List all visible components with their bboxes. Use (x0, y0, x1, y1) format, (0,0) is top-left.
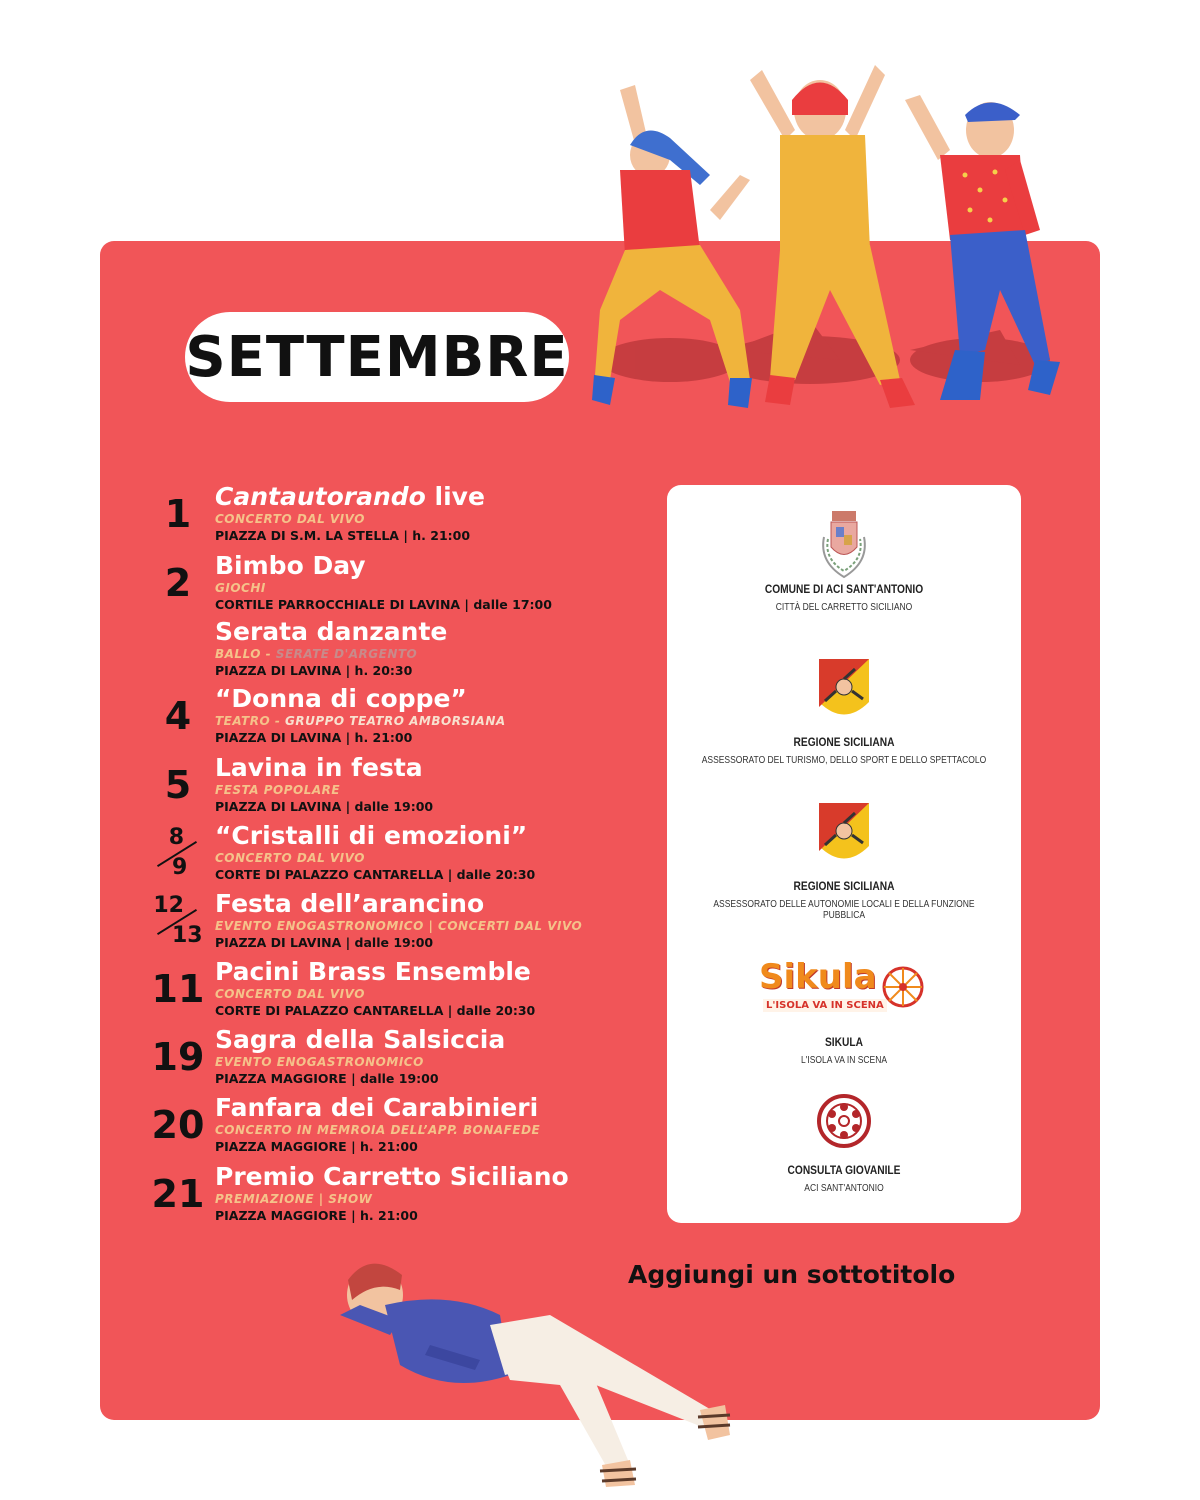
event-row (150, 821, 620, 887)
trinacria-icon (817, 657, 871, 725)
sponsor-regione-turismo (667, 657, 1021, 766)
event-day-end: 13 (172, 923, 203, 948)
event-category: PREMIAZIONE | SHOW (215, 1192, 373, 1206)
sponsor-comune (667, 507, 1021, 613)
event-place: PIAZZA DI LAVINA | h. 20:30 (215, 663, 413, 678)
sponsor-sikula (667, 957, 1021, 1066)
reclining-person-illustration (330, 1245, 740, 1490)
event-category: BALLO - SERATE D'ARGENTO (215, 647, 418, 661)
event-title: Pacini Brass Ensemble (215, 957, 531, 986)
event-title: Premio Carretto Siciliano (215, 1162, 569, 1191)
month-title-pill (185, 312, 569, 402)
event-row (150, 1025, 620, 1091)
event-category: EVENTO ENOGASTRONOMICO | CONCERTI DAL VIVO (215, 919, 583, 933)
sponsors-box (667, 485, 1021, 1223)
event-place: PIAZZA DI S.M. LA STELLA | h. 21:00 (215, 528, 471, 543)
event-title: Bimbo Day (215, 551, 366, 580)
event-title: “Donna di coppe” (215, 684, 467, 713)
event-day-start: 12 (153, 893, 184, 918)
event-title: Sagra della Salsiccia (215, 1025, 506, 1054)
event-day-start: 8 (168, 825, 184, 850)
event-place: CORTE DI PALAZZO CANTARELLA | dalle 20:30 (215, 1003, 536, 1018)
event-day: 21 (151, 1172, 205, 1216)
sponsor-name: SIKULA (825, 1035, 863, 1049)
sponsor-subtitle: L'ISOLA VA IN SCENA (800, 1055, 888, 1066)
event-day: 20 (151, 1103, 205, 1147)
sponsor-subtitle: ASSESSORATO DELLE AUTONOMIE LOCALI E DELLA FUNZIONE PUBBLICA (713, 899, 975, 921)
event-title: Cantautorando live (215, 482, 485, 511)
event-place: PIAZZA DI LAVINA | dalle 19:00 (215, 935, 434, 950)
event-row (150, 551, 620, 617)
event-day: 4 (164, 694, 192, 738)
sponsor-consulta (667, 1093, 1021, 1194)
event-category: CONCERTO IN MEMROIA DELL’APP. BONAFEDE (215, 1123, 541, 1137)
sponsor-name: REGIONE SICILIANA (793, 879, 895, 893)
event-day-end: 9 (172, 855, 188, 880)
sikula-logo-text: Sikula (759, 957, 877, 997)
event-day: 11 (151, 967, 205, 1011)
cart-wheel-icon (881, 965, 925, 1009)
event-title: Serata danzante (215, 617, 448, 646)
month-title: SETTEMBRE (185, 324, 569, 390)
event-category: CONCERTO DAL VIVO (215, 512, 365, 526)
event-title: Fanfara dei Carabinieri (215, 1093, 539, 1122)
event-row (150, 753, 620, 819)
event-row (150, 684, 620, 750)
sikula-logo-tagline: L'ISOLA VA IN SCENA (763, 999, 887, 1012)
sponsor-name: COMUNE DI ACI SANT'ANTONIO (764, 582, 924, 596)
event-day: 5 (164, 763, 192, 807)
event-day-range (150, 895, 210, 955)
wheel-emblem-icon (816, 1093, 872, 1149)
event-row (150, 889, 620, 955)
event-title: Festa dell’arancino (215, 889, 485, 918)
event-place: PIAZZA MAGGIORE | h. 21:00 (215, 1139, 418, 1154)
event-place: PIAZZA MAGGIORE | dalle 19:00 (215, 1071, 439, 1086)
event-day-range (150, 827, 210, 887)
event-category: EVENTO ENOGASTRONOMICO (215, 1055, 424, 1069)
sponsor-name: REGIONE SICILIANA (793, 735, 895, 749)
event-row (150, 617, 620, 683)
sponsor-subtitle: CITTÀ DEL CARRETTO SICILIANO (775, 602, 913, 613)
event-category: TEATRO - GRUPPO TEATRO AMBORSIANA (215, 714, 506, 728)
event-place: PIAZZA DI LAVINA | h. 21:00 (215, 730, 413, 745)
sponsor-subtitle: ACI SANT'ANTONIO (804, 1183, 884, 1194)
event-title: “Cristalli di emozioni” (215, 821, 528, 850)
event-place: PIAZZA DI LAVINA | dalle 19:00 (215, 799, 434, 814)
event-category: FESTA POPOLARE (215, 783, 341, 797)
event-place: PIAZZA MAGGIORE | h. 21:00 (215, 1208, 418, 1223)
event-title: Lavina in festa (215, 753, 423, 782)
sikula-logo-icon (759, 957, 929, 1019)
event-category: CONCERTO DAL VIVO (215, 987, 365, 1001)
trinacria-icon (817, 801, 871, 869)
dancing-people-illustration (580, 60, 1080, 420)
event-row (150, 482, 620, 548)
subtitle-text[interactable]: Aggiungi un sottotitolo (628, 1260, 956, 1289)
event-place: CORTE DI PALAZZO CANTARELLA | dalle 20:30 (215, 867, 536, 882)
event-category: GIOCHI (215, 581, 266, 595)
event-row (150, 957, 620, 1023)
event-day: 19 (151, 1035, 205, 1079)
event-place: CORTILE PARROCCHIALE DI LAVINA | dalle 17:00 (215, 597, 552, 612)
coat-of-arms-icon (814, 507, 874, 582)
event-row (150, 1093, 620, 1159)
event-day: 2 (164, 561, 192, 605)
event-category: CONCERTO DAL VIVO (215, 851, 365, 865)
sponsor-name: CONSULTA GIOVANILE (787, 1163, 901, 1177)
sponsor-subtitle: ASSESSORATO DEL TURISMO, DELLO SPORT E DELLO SPETTACOLO (701, 755, 987, 766)
event-day: 1 (164, 492, 192, 536)
sponsor-regione-autonomie (667, 801, 1021, 921)
event-row (150, 1162, 620, 1228)
